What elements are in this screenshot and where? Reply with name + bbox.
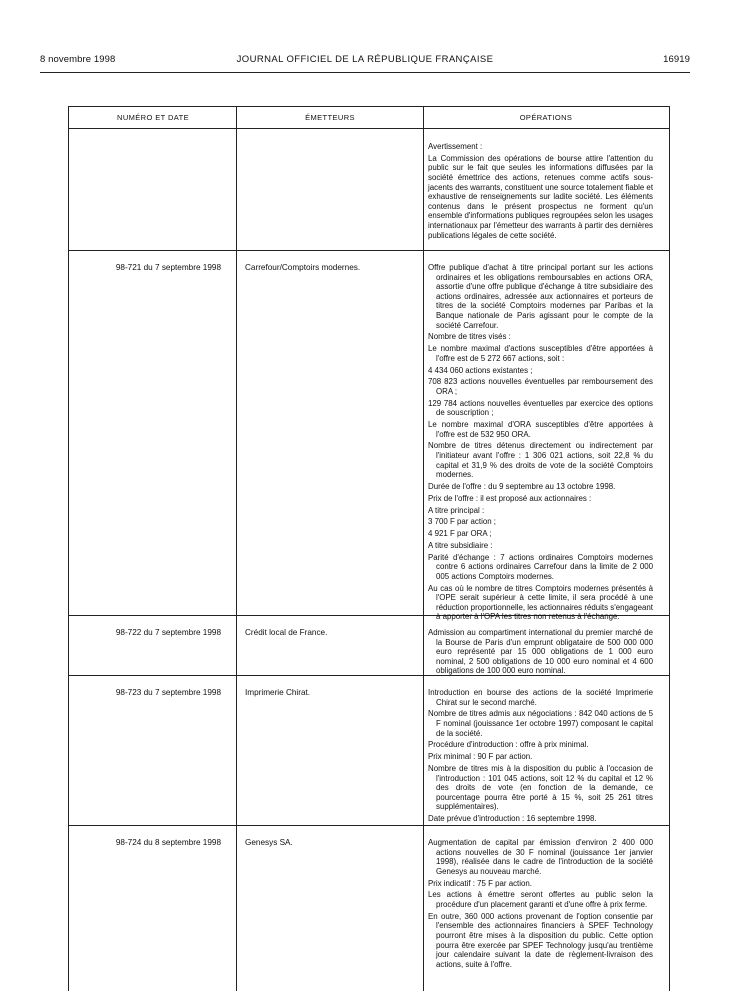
- column-header-emetteurs: ÉMETTEURS: [305, 113, 355, 122]
- ops-paragraph: Nombre de titres visés :: [428, 332, 511, 342]
- row-emetteur: Carrefour/Comptoirs modernes.: [245, 263, 361, 272]
- table-row: [69, 675, 669, 826]
- page-header: [40, 54, 690, 68]
- ops-paragraph: Durée de l'offre : du 9 septembre au 13 octobre 1998.: [428, 481, 616, 491]
- ops-paragraph: 129 784 actions nouvelles éventuelles par exercice des options de souscription ;: [428, 398, 653, 418]
- row-operations: [428, 628, 653, 678]
- ops-paragraph: Prix indicatif : 75 F par action.: [428, 878, 532, 888]
- ops-paragraph: Prix de l'offre : il est proposé aux actionnaires :: [428, 493, 592, 503]
- table-row: [69, 825, 669, 991]
- ops-paragraph: Date prévue d'introduction : 16 septembre 1998.: [428, 814, 597, 824]
- ops-paragraph: A titre subsidiaire :: [428, 540, 493, 550]
- table-row: [69, 250, 669, 622]
- journal-title: JOURNAL OFFICIEL DE LA RÉPUBLIQUE FRANÇAISE: [236, 54, 494, 65]
- ops-paragraph: Prix minimal : 90 F par action.: [428, 752, 533, 762]
- row-emetteur: Genesys SA.: [245, 838, 293, 847]
- ops-paragraph: 4 434 060 actions existantes ;: [428, 365, 533, 375]
- page-number: 16919: [663, 54, 690, 65]
- row-emetteur: Crédit local de France.: [245, 628, 328, 637]
- column-header-operations: OPÉRATIONS: [519, 113, 573, 122]
- ops-paragraph: 708 823 actions nouvelles éventuelles par remboursement des ORA ;: [428, 377, 653, 396]
- ops-paragraph: A titre principal :: [428, 505, 485, 515]
- row-operations: [428, 142, 653, 242]
- ops-paragraph: 3 700 F par action ;: [428, 517, 496, 527]
- header-date: 8 novembre 1998: [40, 54, 116, 65]
- ops-paragraph: Introduction en bourse des actions de la société Imprimerie Chirat sur le second marché.: [428, 688, 653, 707]
- ops-paragraph: En outre, 360 000 actions provenant de l'option consentie par l'ensemble des actionnaires financiers à SPEF Technology pourront être mises à la disposition du public. Cette option pourra être exercée par SPEF Technology jusqu'au trentième jour calendaire suivant la date de règlement-livraison des actions, suite à l'offre.: [428, 911, 653, 969]
- row-operations: [428, 838, 653, 971]
- row-number-date: 98-724 du 8 septembre 1998: [115, 838, 221, 847]
- ops-paragraph: Le nombre maximal d'actions susceptibles d'être apportées à l'offre est de 5 272 667 actions, soit :: [428, 344, 653, 363]
- ops-paragraph: Au cas où le nombre de titres Comptoirs modernes présentés à l'OPE serait supérieur à cette limite, il sera procédé à une réduction proportionnelle, les actionnaires réduits s'engageant à apporter à l'OPA les titres non retenus à l'échange.: [428, 583, 653, 622]
- ops-paragraph: Offre publique d'achat à titre principal portant sur les actions ordinaires et les obligations remboursables en actions ORA, assortie d'une offre publique d'échange à titre subsidiaire des actions ordinaires, adressée aux actionnaires et porteurs de titres de la société Comptoirs modernes par Paribas et la Banque nationale de Paris agissant pour le compte de la société Carrefour.: [428, 263, 653, 330]
- row-number-date: 98-722 du 7 septembre 1998: [115, 628, 221, 637]
- table-row: [69, 615, 669, 676]
- ops-paragraph: Parité d'échange : 7 actions ordinaires Comptoirs modernes contre 6 actions ordinaires Carrefour dans la limite de 2 000 005 actions Comptoirs modernes.: [428, 552, 653, 581]
- ops-paragraph: La Commission des opérations de bourse attire l'attention du public sur le fait que seules les informations diffusées par la société émettrice des actions, retenues comme actifs sous-jacents des warrants, constituent une source totalement fiable et exhaustive de renseignements sur ladite société. Les éléments contenus dans le présent prospectus ne forment qu'un ensemble d'informations publiques regroupées selon les usages internationaux par l'émetteur des warrants à partir des dernières publications légales de cette société.: [428, 153, 654, 240]
- ops-paragraph: 4 921 F par ORA ;: [428, 529, 492, 539]
- ops-paragraph: Nombre de titres admis aux négociations : 842 040 actions de 5 F nominal (jouissance 1er octobre 1997) composant le capital de la société.: [428, 709, 653, 738]
- table-row: [69, 129, 669, 251]
- table-header: [69, 107, 669, 129]
- ops-paragraph: Le nombre maximal d'ORA susceptibles d'être apportées à l'offre est de 532 950 ORA.: [428, 420, 653, 439]
- ops-paragraph: Les actions à émettre seront offertes au public selon la procédure d'un placement garanti et d'une offre à prix ferme.: [428, 890, 653, 909]
- row-emetteur: Imprimerie Chirat.: [245, 688, 311, 697]
- header-rule: [40, 72, 690, 73]
- ops-paragraph: Admission au compartiment international du premier marché de la Bourse de Paris d'un emprunt obligataire de 500 000 000 euro représenté par 15 000 obligations de 1 000 euro nominal, 2 500 obligations de 10 000 euro nominal et 4 600 obligations de 100 000 euro nominal.: [428, 628, 653, 676]
- row-number-date: 98-723 du 7 septembre 1998: [115, 688, 221, 697]
- ops-paragraph: Avertissement :: [428, 142, 483, 151]
- operations-table: [68, 106, 670, 991]
- row-number-date: 98-721 du 7 septembre 1998: [115, 263, 221, 272]
- row-operations: [428, 263, 653, 624]
- ops-paragraph: Procédure d'introduction : offre à prix minimal.: [428, 740, 589, 750]
- ops-paragraph: Augmentation de capital par émission d'environ 2 400 000 actions nouvelles de 30 F nominal (jouissance 1er janvier 1998), réalisée dans le cadre de l'introduction de la société Genesys au nouveau marché.: [428, 838, 653, 876]
- ops-paragraph: Nombre de titres détenus directement ou indirectement par l'initiateur avant l'offre : 1 306 021 actions, soit 22,8 % du capital et 31,9 % des droits de vote de la société Comptoirs modernes.: [428, 441, 653, 480]
- ops-paragraph: Nombre de titres mis à la disposition du public à l'occasion de l'introduction : 101 045 actions, soit 12 % du capital et 12 % des droits de vote (en fonction de la demande, ce pourcentage pourra être porté à 15 %, soit 25 261 titres supplémentaires).: [428, 763, 653, 812]
- row-operations: [428, 688, 653, 826]
- column-header-numero: NUMÉRO ET DATE: [117, 113, 189, 122]
